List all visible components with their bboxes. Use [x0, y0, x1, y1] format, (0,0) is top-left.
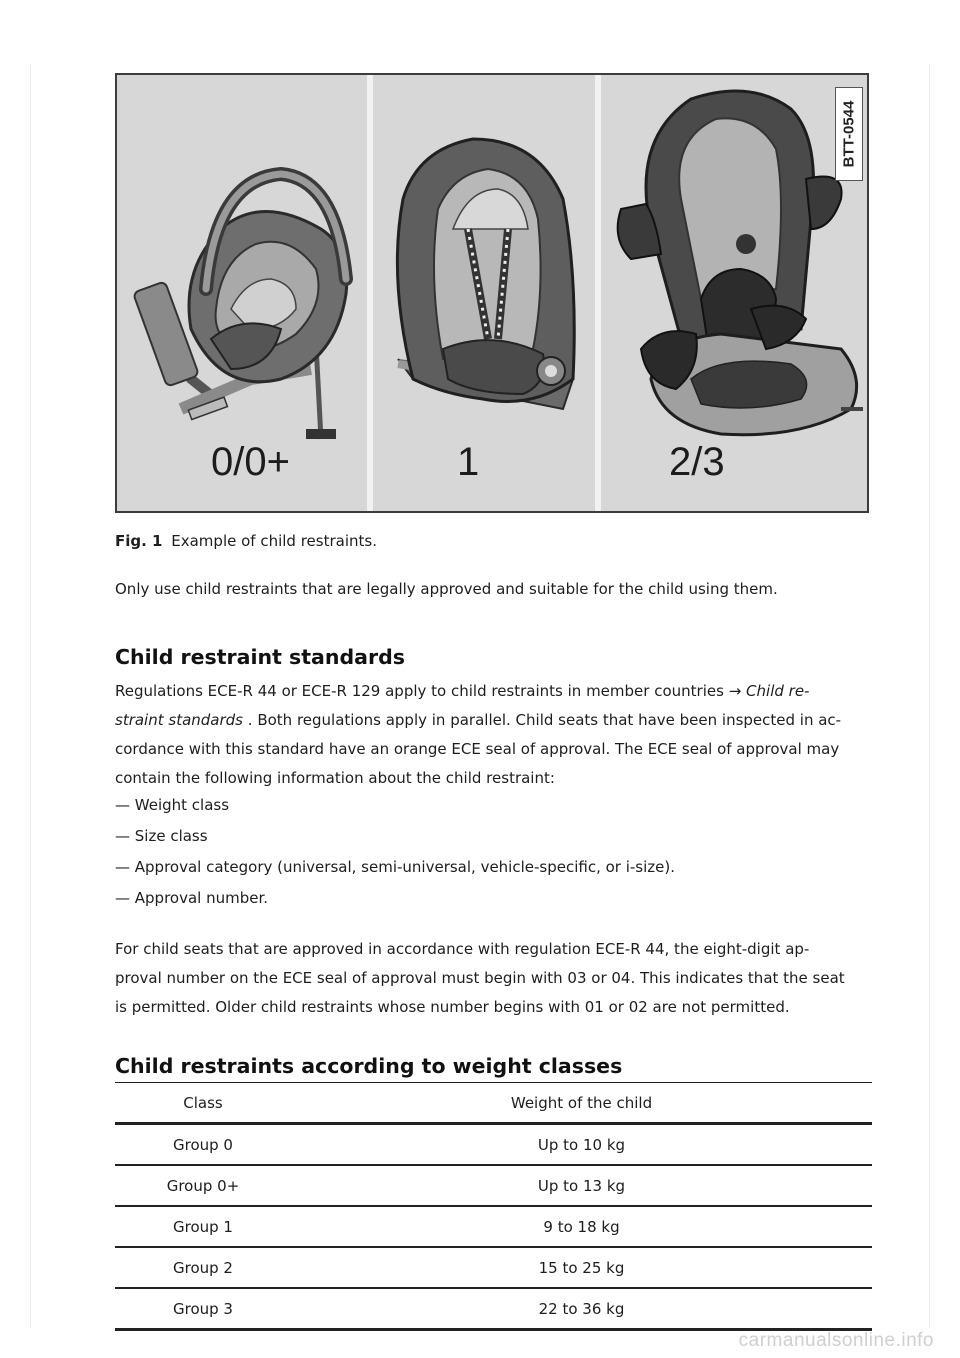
watermark: carmanualsonline.info [738, 1330, 934, 1351]
text-run: . Both regulations apply in parallel. Child seats that have been inspected in ac- [247, 711, 842, 729]
list-item: — Weight class [115, 796, 230, 814]
infant-carrier-panel [121, 79, 367, 507]
child-restraints-figure [115, 73, 869, 513]
table-cell-class: Group 3 [173, 1299, 233, 1318]
list-item: — Approval number. [115, 889, 269, 907]
text-run: Regulations ECE-R 44 or ECE-R 129 apply to child restraints in member countries [115, 682, 724, 700]
figure-caption-text: Example of child restraints. [171, 532, 377, 550]
table-cell-weight: 15 to 25 kg [538, 1258, 625, 1277]
arrow-right-icon: → [728, 682, 742, 700]
toddler-seat-illustration [373, 79, 595, 507]
page-guide-right [929, 64, 930, 1328]
column-header-class: Class [183, 1093, 223, 1112]
figure-caption-label: Fig. 1 [115, 532, 163, 550]
text-line: is permitted. Older child restraints whose number begins with 01 or 02 are not permitted. [115, 998, 790, 1016]
table-cell-weight: Up to 13 kg [537, 1176, 626, 1195]
table-cell-weight: 22 to 36 kg [538, 1299, 625, 1318]
table-row [115, 1247, 872, 1288]
intro-paragraph: Only use child restraints that are legally approved and suitable for the child using them. [115, 580, 778, 598]
section-heading-weight-classes: Child restraints according to weight classes [115, 1054, 623, 1078]
table-cell-class: Group 0 [173, 1135, 233, 1154]
table-header-row [115, 1083, 872, 1124]
text-line: For child seats that are approved in accordance with regulation ECE-R 44, the eight-digit ap- [115, 940, 810, 958]
table-row [115, 1288, 872, 1330]
table-cell-weight: Up to 10 kg [537, 1135, 626, 1154]
link-text: Child re- [746, 682, 810, 700]
text-line: contain the following information about the child restraint: [115, 769, 555, 787]
list-item: — Size class [115, 827, 208, 845]
figure-code: BTT-0544 [840, 100, 858, 168]
approval-number-paragraph [115, 935, 875, 1022]
toddler-seat-panel [373, 79, 595, 507]
table-row [115, 1206, 872, 1247]
column-header-weight: Weight of the child [510, 1093, 653, 1112]
table-cell-class: Group 2 [173, 1258, 233, 1277]
table-cell-class: Group 1 [173, 1217, 233, 1236]
seat-label-group-2-3: 2/3 [669, 440, 725, 484]
table-cell-class: Group 0+ [166, 1176, 240, 1195]
table-row [115, 1124, 872, 1166]
figure-caption [115, 532, 377, 550]
child-restraint-standards-link-cont[interactable]: straint standards [115, 711, 243, 729]
page-guide-left [30, 64, 31, 1328]
seat-label-group-1: 1 [457, 440, 480, 484]
weight-classes-table [115, 1082, 872, 1331]
child-restraint-standards-link[interactable] [729, 682, 810, 700]
text-line: cordance with this standard have an orange ECE seal of approval. The ECE seal of approval may [115, 740, 840, 758]
figure-code-badge [835, 87, 863, 181]
table-row [115, 1165, 872, 1206]
section-heading-standards: Child restraint standards [115, 645, 405, 669]
text-line: proval number on the ECE seal of approval must begin with 03 or 04. This indicates that the seat [115, 969, 845, 987]
seat-label-group-0: 0/0+ [211, 440, 290, 484]
table-cell-weight: 9 to 18 kg [543, 1217, 620, 1236]
standards-paragraph [115, 677, 875, 793]
seal-info-list [115, 795, 675, 919]
booster-seat-illustration [601, 79, 865, 507]
booster-seat-panel [601, 79, 865, 507]
list-item: — Approval category (universal, semi-universal, vehicle-specific, or i-size). [115, 858, 676, 876]
